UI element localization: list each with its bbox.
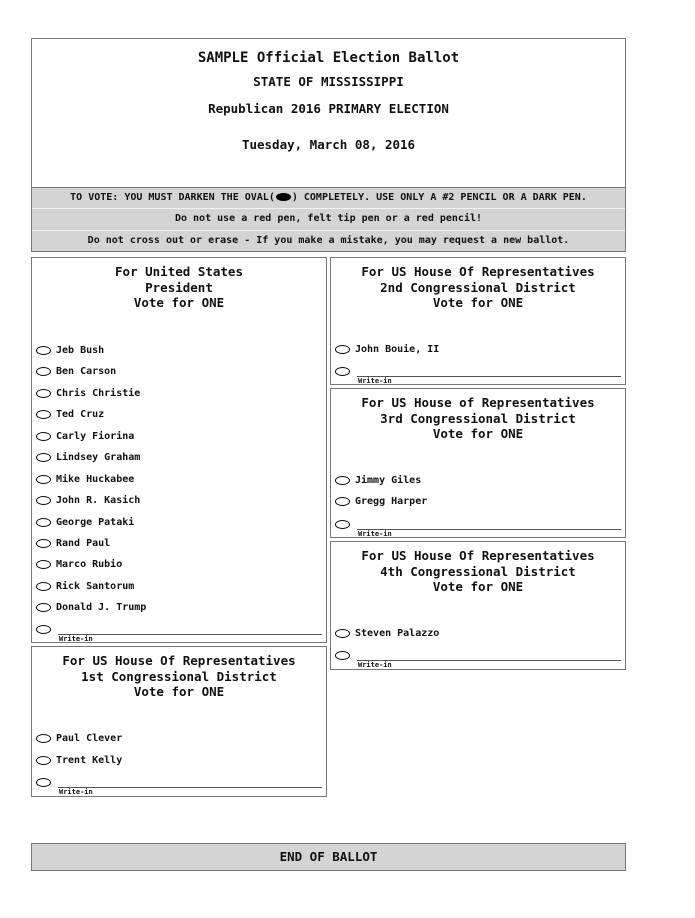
oval-icon[interactable] xyxy=(36,367,51,376)
candidate-option[interactable] xyxy=(36,452,140,466)
oval-icon[interactable] xyxy=(36,756,51,765)
vote-instruction: Vote for ONE xyxy=(133,684,225,699)
ballot-election: Republican 2016 PRIMARY ELECTION xyxy=(208,101,449,116)
oval-icon[interactable] xyxy=(335,367,350,376)
oval-icon[interactable] xyxy=(36,475,51,484)
contest-house-4th-district xyxy=(330,541,626,670)
ballot-state: STATE OF MISSISSIPPI xyxy=(253,74,404,89)
vote-instruction: Vote for ONE xyxy=(432,295,524,310)
write-in-option[interactable] xyxy=(335,520,621,538)
candidate-option[interactable] xyxy=(36,388,140,402)
candidate-option[interactable] xyxy=(36,517,134,531)
candidate-name: Steven Palazzo xyxy=(355,628,440,639)
oval-icon[interactable] xyxy=(335,651,350,660)
candidate-option[interactable] xyxy=(36,602,146,616)
end-of-ballot-label: END OF BALLOT xyxy=(279,849,378,864)
instruction-row-1 xyxy=(32,192,625,203)
write-in-option[interactable] xyxy=(36,625,322,643)
candidate-option[interactable] xyxy=(36,495,140,509)
contest-house-3rd-district xyxy=(330,388,626,538)
write-in-line[interactable] xyxy=(357,529,621,530)
divider xyxy=(32,230,625,231)
oval-icon[interactable] xyxy=(36,603,51,612)
oval-icon[interactable] xyxy=(36,582,51,591)
ballot-date: Tuesday, March 08, 2016 xyxy=(241,137,416,152)
candidate-option[interactable] xyxy=(36,431,134,445)
oval-icon[interactable] xyxy=(335,476,350,485)
oval-icon[interactable] xyxy=(36,432,51,441)
contest-title-line: For US House Of Representatives xyxy=(62,653,296,668)
candidate-name: John R. Kasich xyxy=(56,495,141,506)
candidate-name: Jimmy Giles xyxy=(355,475,422,486)
candidate-name: Mike Huckabee xyxy=(56,474,135,485)
write-in-line[interactable] xyxy=(58,634,322,635)
candidate-option[interactable] xyxy=(36,474,134,488)
candidate-name: Trent Kelly xyxy=(56,755,123,766)
contest-title-line: For United States xyxy=(115,264,243,279)
vote-instruction: Vote for ONE xyxy=(432,579,524,594)
candidate-option[interactable] xyxy=(335,475,421,489)
candidate-name: Rand Paul xyxy=(56,538,111,549)
candidate-name: Jeb Bush xyxy=(56,345,105,356)
candidate-option[interactable] xyxy=(36,409,104,423)
candidate-option[interactable] xyxy=(36,559,122,573)
oval-icon[interactable] xyxy=(36,560,51,569)
contest-title xyxy=(331,264,625,311)
candidate-name: Ben Carson xyxy=(56,366,117,377)
candidate-option[interactable] xyxy=(36,538,110,552)
candidate-option[interactable] xyxy=(36,345,104,359)
ballot-header xyxy=(31,38,626,188)
contest-title-line: President xyxy=(145,279,213,295)
contest-title-line: For US House of Representatives xyxy=(361,395,595,410)
instruction-row-3: Do not cross out or erase - If you make a mistake, you may request a new ballot. xyxy=(87,235,570,246)
voting-instructions xyxy=(31,188,626,252)
write-in-option[interactable] xyxy=(36,778,322,796)
contest-house-2nd-district xyxy=(330,257,626,385)
candidate-name: Gregg Harper xyxy=(355,496,428,507)
write-in-option[interactable] xyxy=(335,651,621,669)
contest-title xyxy=(32,264,326,311)
write-in-line[interactable] xyxy=(58,787,322,788)
instruction-row-2: Do not use a red pen, felt tip pen or a red pencil! xyxy=(174,213,483,224)
instruction-row-1-after: ) COMPLETELY. USE ONLY A #2 PENCIL OR A DARK PEN. xyxy=(291,192,587,203)
contest-title-line: 3rd Congressional District xyxy=(380,410,576,426)
candidate-name: Lindsey Graham xyxy=(56,452,141,463)
write-in-label: Write-in xyxy=(358,661,392,669)
divider xyxy=(32,208,625,209)
candidate-name: Donald J. Trump xyxy=(56,602,147,613)
contest-title xyxy=(331,395,625,442)
end-of-ballot-bar xyxy=(31,843,626,871)
candidate-name: Rick Santorum xyxy=(56,581,135,592)
oval-icon[interactable] xyxy=(36,778,51,787)
candidate-name: George Pataki xyxy=(56,517,135,528)
contest-title-line: For US House Of Representatives xyxy=(361,548,595,563)
candidate-option[interactable] xyxy=(36,755,122,769)
candidate-name: Chris Christie xyxy=(56,388,141,399)
candidate-name: John Bouie, II xyxy=(355,344,440,355)
write-in-label: Write-in xyxy=(358,530,392,538)
contest-title-line: 2nd Congressional District xyxy=(380,279,576,295)
contest-title xyxy=(32,653,326,700)
ballot-title: SAMPLE Official Election Ballot xyxy=(197,50,460,66)
oval-icon[interactable] xyxy=(36,496,51,505)
filled-oval-icon xyxy=(276,193,291,201)
oval-icon[interactable] xyxy=(335,629,350,638)
write-in-line[interactable] xyxy=(357,660,621,661)
write-in-label: Write-in xyxy=(358,377,392,385)
write-in-option[interactable] xyxy=(335,367,621,385)
oval-icon[interactable] xyxy=(335,520,350,529)
write-in-label: Write-in xyxy=(59,635,93,643)
contest-title-line: For US House Of Representatives xyxy=(361,264,595,279)
contest-house-1st-district xyxy=(31,646,327,797)
oval-icon[interactable] xyxy=(36,734,51,743)
oval-icon[interactable] xyxy=(335,497,350,506)
oval-icon[interactable] xyxy=(36,410,51,419)
oval-icon[interactable] xyxy=(36,453,51,462)
candidate-option[interactable] xyxy=(335,628,439,642)
oval-icon[interactable] xyxy=(36,389,51,398)
vote-instruction: Vote for ONE xyxy=(432,426,524,441)
contest-title xyxy=(331,548,625,595)
contest-title-line: 4th Congressional District xyxy=(380,563,576,579)
vote-instruction: Vote for ONE xyxy=(133,295,225,310)
oval-icon[interactable] xyxy=(36,539,51,548)
candidate-name: Paul Clever xyxy=(56,733,123,744)
candidate-name: Ted Cruz xyxy=(56,409,105,420)
oval-icon[interactable] xyxy=(36,625,51,634)
candidate-option[interactable] xyxy=(36,733,122,747)
candidate-option[interactable] xyxy=(36,581,134,595)
oval-icon[interactable] xyxy=(36,518,51,527)
oval-icon[interactable] xyxy=(335,345,350,354)
candidate-option[interactable] xyxy=(36,366,116,380)
candidate-option[interactable] xyxy=(335,496,427,510)
write-in-line[interactable] xyxy=(357,376,621,377)
contest-president xyxy=(31,257,327,643)
candidate-name: Carly Fiorina xyxy=(56,431,135,442)
oval-icon[interactable] xyxy=(36,346,51,355)
contest-title-line: 1st Congressional District xyxy=(81,668,277,684)
candidate-option[interactable] xyxy=(335,344,439,358)
instruction-row-1-before: TO VOTE: YOU MUST DARKEN THE OVAL( xyxy=(70,192,275,203)
candidate-name: Marco Rubio xyxy=(56,559,123,570)
write-in-label: Write-in xyxy=(59,788,93,796)
